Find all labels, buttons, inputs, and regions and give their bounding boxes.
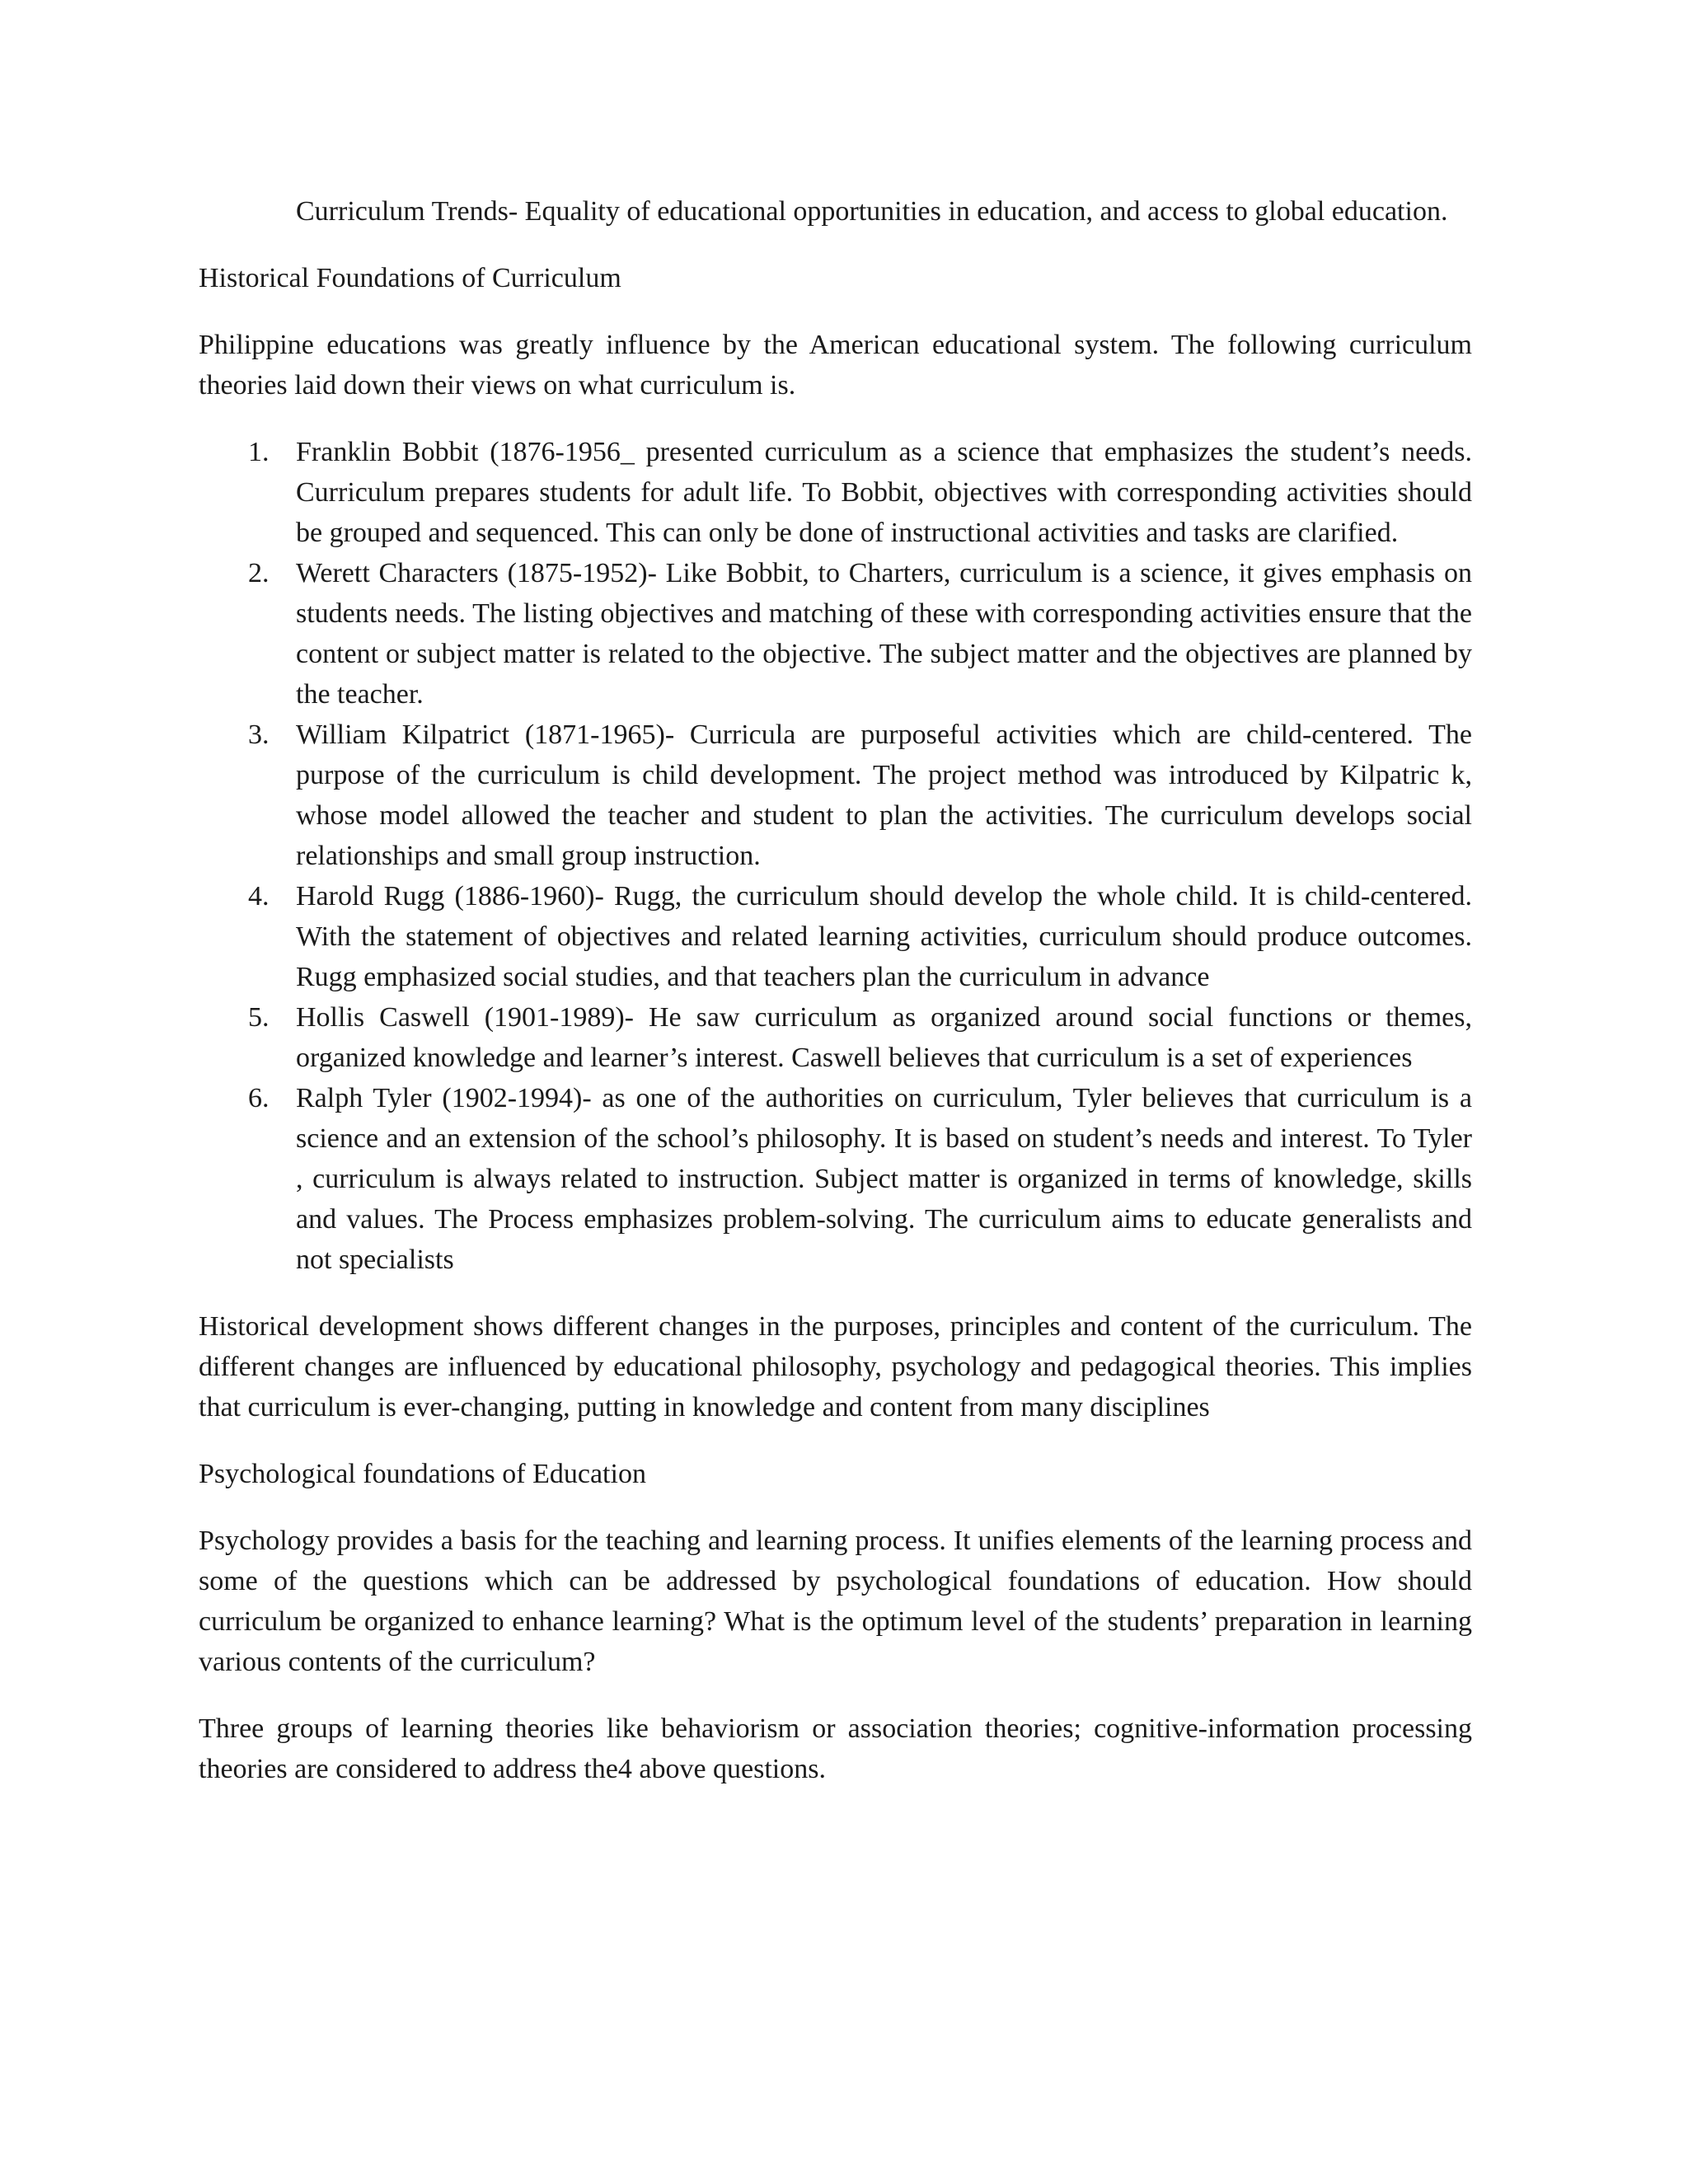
list-item-text: Franklin Bobbit (1876-1956_ presented curriculum as a science that emphasizes the student’s needs. Curriculum prepares students for adult life. To Bobbit, objectives with corresponding activities should be grouped and sequenced. This can only be done of instructional activities and tasks are clarified. [296, 437, 1472, 548]
document-body [199, 191, 1472, 1816]
list-item [248, 876, 1472, 997]
list-item-text: Harold Rugg (1886-1960)- Rugg, the curriculum should develop the whole child. It is child-centered. With the statement of objectives and related learning activities, curriculum should produce outcomes. Rugg emphasized social studies, and that teachers plan the curriculum in advance [296, 881, 1472, 992]
psychological-foundations-heading: Psychological foundations of Education [199, 1459, 646, 1489]
list-item-number: 1. [248, 437, 270, 467]
list-item [248, 715, 1472, 876]
historical-foundations-heading: Historical Foundations of Curriculum [199, 263, 621, 293]
psychology-paragraph: Psychology provides a basis for the teaching and learning process. It unifies elements of the learning process and some of the questions which can be addressed by psychological foundations of education. How should curriculum be organized to enhance learning? What is the optimum level of the students’ preparation in learning various contents of the curriculum? [199, 1526, 1472, 1677]
historical-summary-paragraph: Historical development shows different changes in the purposes, principles and content of the curriculum. The different changes are influenced by educational philosophy, psychology and pedagogical theories. This implies that curriculum is ever-changing, putting in knowledge and content from many disciplines [199, 1311, 1472, 1422]
historical-foundations-intro: Philippine educations was greatly influence by the American educational system. The following curriculum theories laid down their views on what curriculum is. [199, 330, 1472, 401]
list-item-text: Hollis Caswell (1901-1989)- He saw curriculum as organized around social functions or themes, organized knowledge and learner’s interest. Caswell believes that curriculum is a set of experiences [296, 1002, 1472, 1073]
list-item-number: 6. [248, 1083, 270, 1113]
list-item [248, 553, 1472, 715]
list-item-number: 5. [248, 1002, 270, 1033]
list-item [248, 997, 1472, 1078]
curriculum-trends-text: Curriculum Trends- Equality of educational opportunities in education, and access to global education. [296, 196, 1448, 227]
list-item-text: Werett Characters (1875-1952)- Like Bobbit, to Charters, curriculum is a science, it gives emphasis on students needs. The listing objectives and matching of these with corresponding activities ensure that the content or subject matter is related to the objective. The subject matter and the objectives are planned by the teacher. [296, 558, 1472, 710]
list-item-number: 4. [248, 881, 270, 912]
list-item [248, 1078, 1472, 1280]
list-item-text: William Kilpatrict (1871-1965)- Curricula are purposeful activities which are child-centered. The purpose of the curriculum is child development. The project method was introduced by Kilpatric k, whose model allowed the teacher and student to plan the activities. The curriculum develops social relationships and small group instruction. [296, 719, 1472, 871]
theorists-list [199, 432, 1472, 1280]
list-item-number: 2. [248, 558, 270, 588]
list-item-number: 3. [248, 719, 270, 750]
learning-theories-paragraph: Three groups of learning theories like behaviorism or association theories; cognitive-information processing theories are considered to address the4 above questions. [199, 1713, 1472, 1784]
list-item [248, 432, 1472, 553]
list-item-text: Ralph Tyler (1902-1994)- as one of the authorities on curriculum, Tyler believes that curriculum is a science and an extension of the school’s philosophy. It is based on student’s needs and interest. To Tyler , curriculum is always related to instruction. Subject matter is organized in terms of knowledge, skills and values. The Process emphasizes problem-solving. The curriculum aims to educate generalists and not specialists [296, 1083, 1472, 1275]
